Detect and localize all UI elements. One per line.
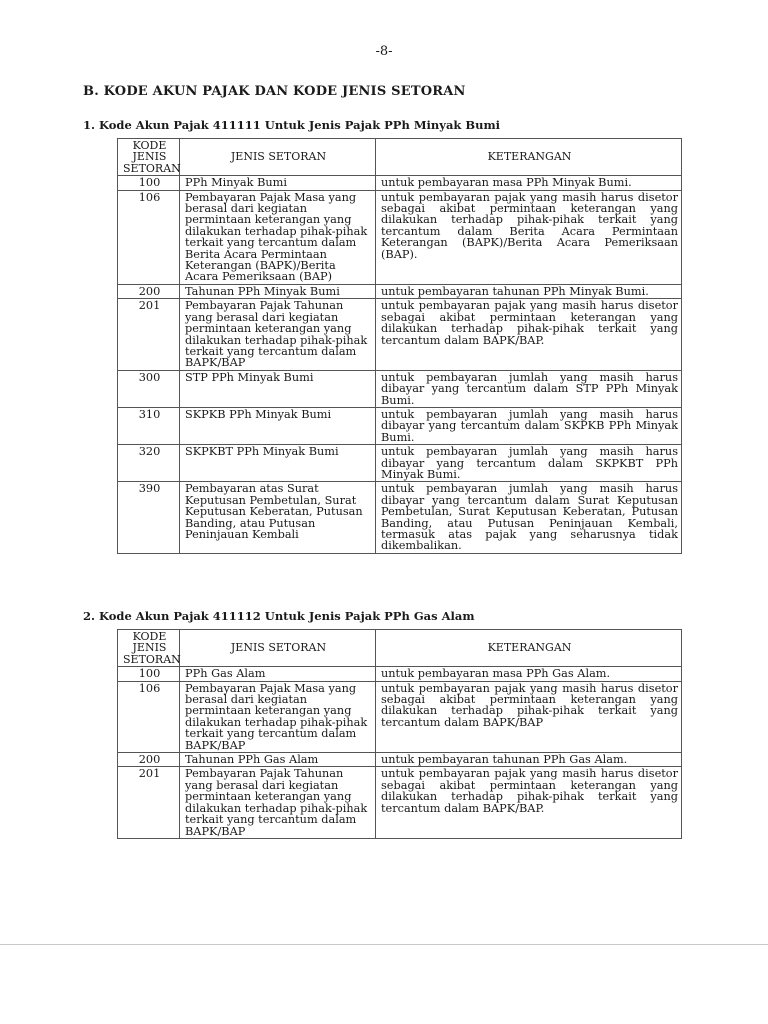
table-row: [118, 681, 682, 752]
section-title: B. KODE AKUN PAJAK DAN KODE JENIS SETORAN: [83, 84, 466, 99]
table-header-row: [118, 139, 682, 176]
table-row: [118, 667, 682, 681]
keterangan-cell: untuk pembayaran pajak yang masih harus disetor sebagai akibat permintaan keterangan yang dilakukan terhadap pihak-pihak terkait yang tercantum dalam BAPK/BAP.: [376, 767, 682, 838]
jenis-cell: Pembayaran Pajak Masa yang berasal dari kegiatan permintaan keterangan yang dilakukan terhadap pihak-pihak terkait yang tercantum dalam BAPK/BAP: [180, 681, 376, 752]
table-row: [118, 176, 682, 190]
header-keterangan: KETERANGAN: [376, 630, 682, 667]
table-1-title: 1. Kode Akun Pajak 411111 Untuk Jenis Pajak PPh Minyak Bumi: [83, 118, 501, 132]
jenis-cell: Pembayaran Pajak Tahunan yang berasal dari kegiatan permintaan keterangan yang dilakukan terhadap pihak-pihak terkait yang tercantum dalam BAPK/BAP: [180, 767, 376, 838]
keterangan-cell: untuk pembayaran tahunan PPh Gas Alam.: [376, 753, 682, 767]
kode-cell: 310: [118, 407, 180, 444]
keterangan-cell: untuk pembayaran tahunan PPh Minyak Bumi.: [376, 284, 682, 298]
table-row: [118, 370, 682, 407]
table-row: [118, 190, 682, 284]
header-kode: KODE JENIS SETORAN: [118, 630, 180, 667]
kode-cell: 390: [118, 482, 180, 553]
jenis-cell: SKPKB PPh Minyak Bumi: [180, 407, 376, 444]
header-jenis: JENIS SETORAN: [180, 139, 376, 176]
keterangan-cell: untuk pembayaran jumlah yang masih harus dibayar yang tercantum dalam SKPKB PPh Minyak Bumi.: [376, 407, 682, 444]
keterangan-cell: untuk pembayaran jumlah yang masih harus dibayar yang tercantum dalam STP PPh Minyak Bumi.: [376, 370, 682, 407]
kode-cell: 200: [118, 284, 180, 298]
keterangan-cell: untuk pembayaran masa PPh Gas Alam.: [376, 667, 682, 681]
tax-code-table-gas-alam: [117, 629, 682, 839]
table-row: [118, 753, 682, 767]
jenis-cell: Pembayaran atas Surat Keputusan Pembetulan, Surat Keputusan Keberatan, Putusan Banding, atau Putusan Peninjauan Kembali: [180, 482, 376, 553]
jenis-cell: Tahunan PPh Gas Alam: [180, 753, 376, 767]
table-header-row: [118, 630, 682, 667]
jenis-cell: STP PPh Minyak Bumi: [180, 370, 376, 407]
keterangan-cell: untuk pembayaran pajak yang masih harus disetor sebagai akibat permintaan keterangan yang dilakukan terhadap pihak-pihak terkait yang tercantum dalam BAPK/BAP: [376, 681, 682, 752]
page-bottom-divider: [0, 944, 768, 945]
jenis-cell: PPh Gas Alam: [180, 667, 376, 681]
tax-code-table-minyak-bumi: [117, 138, 682, 554]
header-kode: KODE JENIS SETORAN: [118, 139, 180, 176]
header-keterangan: KETERANGAN: [376, 139, 682, 176]
kode-cell: 320: [118, 445, 180, 482]
table-row: [118, 284, 682, 298]
table-row: [118, 445, 682, 482]
table-row: [118, 299, 682, 370]
kode-cell: 100: [118, 176, 180, 190]
jenis-cell: Pembayaran Pajak Tahunan yang berasal dari kegiatan permintaan keterangan yang dilakukan terhadap pihak-pihak terkait yang tercantum dalam BAPK/BAP: [180, 299, 376, 370]
jenis-cell: Tahunan PPh Minyak Bumi: [180, 284, 376, 298]
keterangan-cell: untuk pembayaran jumlah yang masih harus dibayar yang tercantum dalam Surat Keputusan Pembetulan, Surat Keputusan Keberatan, Putusan Banding, atau Putusan Peninjauan Kembali, termasuk atas pajak yang seharusnya tidak dikembalikan.: [376, 482, 682, 553]
kode-cell: 100: [118, 667, 180, 681]
table-row: [118, 407, 682, 444]
kode-cell: 201: [118, 299, 180, 370]
keterangan-cell: untuk pembayaran pajak yang masih harus disetor sebagai akibat permintaan keterangan yang dilakukan terhadap pihak-pihak terkait yang tercantum dalam BAPK/BAP.: [376, 299, 682, 370]
page-number: -8-: [375, 44, 393, 59]
kode-cell: 201: [118, 767, 180, 838]
jenis-cell: PPh Minyak Bumi: [180, 176, 376, 190]
keterangan-cell: untuk pembayaran pajak yang masih harus disetor sebagai akibat permintaan keterangan yang dilakukan terhadap pihak-pihak terkait yang tercantum dalam Berita Acara Permintaan Keterangan (BAPK)/Berita Acara Pemeriksaan (BAP).: [376, 190, 682, 284]
keterangan-cell: untuk pembayaran masa PPh Minyak Bumi.: [376, 176, 682, 190]
kode-cell: 300: [118, 370, 180, 407]
keterangan-cell: untuk pembayaran jumlah yang masih harus dibayar yang tercantum dalam SKPKBT PPh Minyak Bumi.: [376, 445, 682, 482]
kode-cell: 106: [118, 681, 180, 752]
table-row: [118, 482, 682, 553]
table-row: [118, 767, 682, 838]
header-jenis: JENIS SETORAN: [180, 630, 376, 667]
kode-cell: 106: [118, 190, 180, 284]
jenis-cell: SKPKBT PPh Minyak Bumi: [180, 445, 376, 482]
table-2-title: 2. Kode Akun Pajak 411112 Untuk Jenis Pajak PPh Gas Alam: [83, 609, 475, 623]
jenis-cell: Pembayaran Pajak Masa yang berasal dari kegiatan permintaan keterangan yang dilakukan terhadap pihak-pihak terkait yang tercantum dalam Berita Acara Permintaan Keterangan (BAPK)/Berita Acara Pemeriksaan (BAP): [180, 190, 376, 284]
kode-cell: 200: [118, 753, 180, 767]
